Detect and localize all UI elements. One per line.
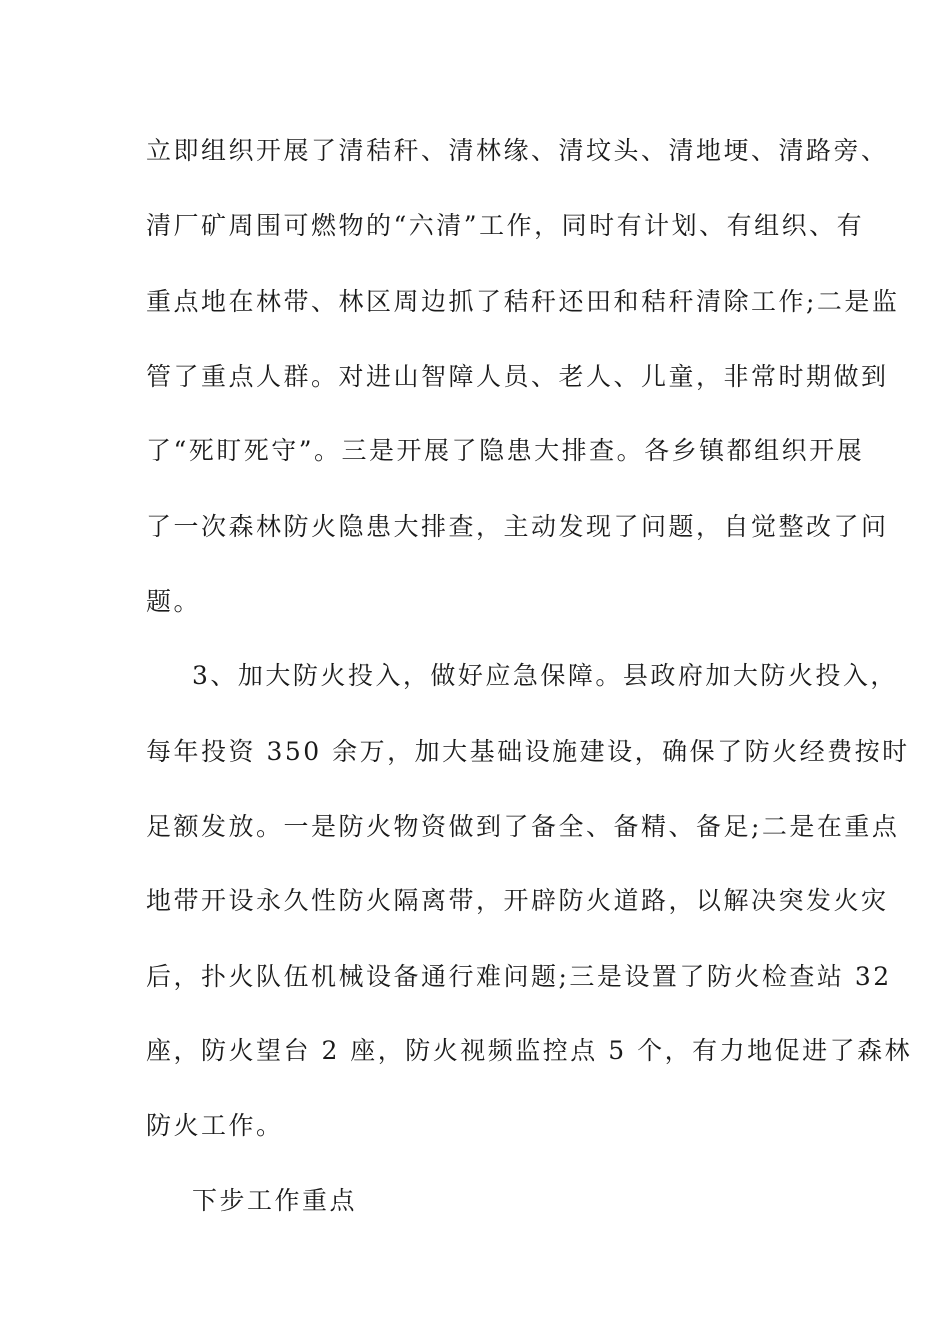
paragraph-line: 后，扑火队伍机械设备通行难问题;三是设置了防火检查站 32 [146,962,892,991]
paragraph-line: 立即组织开展了清秸秆、清林缘、清坟头、清地埂、清路旁、 [146,136,889,165]
paragraph-line: 题。 [146,587,202,616]
paragraph-line: 了“死盯死守”。三是开展了隐患大排查。各乡镇都组织开展 [146,436,865,465]
paragraph-line: 重点地在林带、林区周边抓了秸秆还田和秸秆清除工作;二是监 [146,287,900,316]
paragraph-line: 了一次森林防火隐患大排查，主动发现了问题，自觉整改了问 [146,512,889,541]
section-heading: 下步工作重点 [192,1186,358,1215]
paragraph-line: 防火工作。 [146,1111,284,1140]
paragraph-line: 管了重点人群。对进山智障人员、老人、儿童，非常时期做到 [146,362,889,391]
paragraph-line: 清厂矿周围可燃物的“六清”工作，同时有计划、有组织、有 [146,211,865,240]
paragraph-line: 地带开设永久性防火隔离带，开辟防火道路，以解决突发火灾 [146,886,889,915]
paragraph-line: 每年投资 350 余万，加大基础设施建设，确保了防火经费按时 [146,737,910,766]
paragraph-line: 座，防火望台 2 座，防火视频监控点 5 个，有力地促进了森林 [146,1036,913,1065]
paragraph-first-line: 3、加大防火投入，做好应急保障。县政府加大防火投入， [192,661,898,690]
paragraph-line: 足额发放。一是防火物资做到了备全、备精、备足;二是在重点 [146,812,900,841]
